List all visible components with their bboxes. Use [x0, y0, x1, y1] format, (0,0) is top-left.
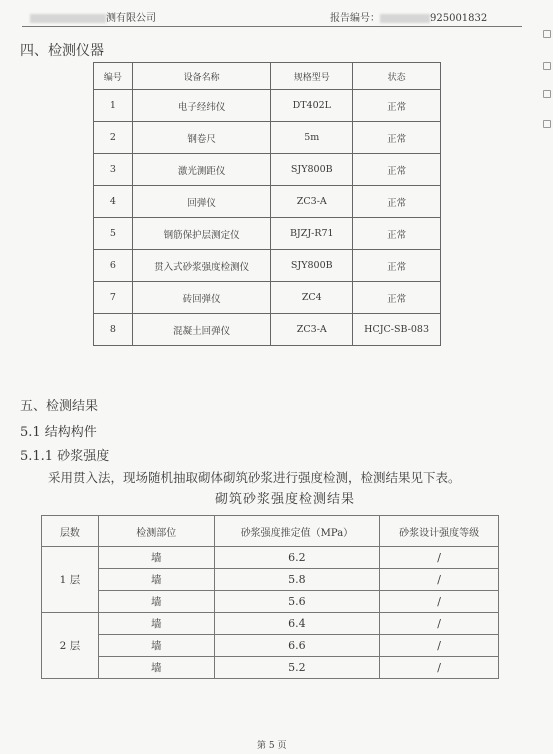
cell-status: 正常 — [353, 186, 441, 218]
table-row — [42, 613, 499, 635]
table-row — [42, 591, 499, 613]
report-label: 报告编号： — [330, 13, 380, 24]
table-row — [94, 314, 441, 346]
cell-no: 7 — [94, 282, 133, 314]
cell-part: 墙 — [98, 635, 214, 657]
report-suffix: 925001832 — [430, 13, 488, 24]
header-report-no — [330, 9, 487, 24]
column-header: 设备名称 — [132, 63, 270, 90]
header-rule — [22, 26, 522, 27]
cell-grade: / — [380, 613, 499, 635]
cell-part: 墙 — [98, 613, 214, 635]
table-row — [94, 122, 441, 154]
column-header: 砂浆强度推定值（MPa） — [214, 516, 380, 547]
cell-status: 正常 — [353, 90, 441, 122]
header-company — [30, 9, 156, 24]
cell-value: 5.8 — [214, 569, 380, 591]
cell-name: 激光测距仪 — [132, 154, 270, 186]
cell-status: 正常 — [353, 250, 441, 282]
cell-name: 贯入式砂浆强度检测仪 — [132, 250, 270, 282]
cell-grade: / — [380, 591, 499, 613]
company-suffix: 测有限公司 — [106, 13, 156, 24]
cell-value: 6.2 — [214, 547, 380, 569]
table-row — [42, 569, 499, 591]
cell-no: 5 — [94, 218, 133, 250]
column-header: 检测部位 — [98, 516, 214, 547]
cell-value: 6.4 — [214, 613, 380, 635]
cell-part: 墙 — [98, 591, 214, 613]
table-row — [94, 218, 441, 250]
cell-model: SJY800B — [271, 154, 353, 186]
column-header: 砂浆设计强度等级 — [380, 516, 499, 547]
method-paragraph: 采用贯入法，现场随机抽取砌体砌筑砂浆进行强度检测，检测结果见下表。 — [48, 470, 461, 485]
subsection-5-1: 5.1 结构构件 — [20, 425, 97, 440]
cell-grade: / — [380, 657, 499, 679]
cell-floor: 2 层 — [42, 613, 99, 679]
cell-model: ZC3-A — [271, 186, 353, 218]
cell-no: 1 — [94, 90, 133, 122]
column-header: 层数 — [42, 516, 99, 547]
table-row — [94, 154, 441, 186]
instrument-table — [93, 62, 441, 346]
cell-name: 电子经纬仪 — [132, 90, 270, 122]
binding-marks — [537, 28, 553, 148]
cell-part: 墙 — [98, 657, 214, 679]
table-row — [94, 186, 441, 218]
cell-model: BJZJ-R71 — [271, 218, 353, 250]
column-header: 状态 — [353, 63, 441, 90]
cell-model: 5m — [271, 122, 353, 154]
cell-part: 墙 — [98, 569, 214, 591]
cell-part: 墙 — [98, 547, 214, 569]
section4-title: 四、检测仪器 — [20, 43, 104, 59]
cell-name: 钢卷尺 — [132, 122, 270, 154]
cell-grade: / — [380, 635, 499, 657]
redacted-block — [380, 14, 430, 23]
cell-status: 正常 — [353, 282, 441, 314]
table-row — [42, 547, 499, 569]
cell-name: 混凝土回弹仪 — [132, 314, 270, 346]
cell-value: 6.6 — [214, 635, 380, 657]
cell-status: 正常 — [353, 218, 441, 250]
cell-grade: / — [380, 547, 499, 569]
section5-title: 五、检测结果 — [20, 399, 99, 414]
table-header-row — [42, 516, 499, 547]
column-header: 规格型号 — [271, 63, 353, 90]
cell-status: 正常 — [353, 154, 441, 186]
cell-no: 6 — [94, 250, 133, 282]
cell-floor: 1 层 — [42, 547, 99, 613]
cell-model: ZC3-A — [271, 314, 353, 346]
table-row — [42, 657, 499, 679]
table-row — [94, 250, 441, 282]
table-row — [94, 282, 441, 314]
cell-no: 4 — [94, 186, 133, 218]
cell-no: 2 — [94, 122, 133, 154]
table-row — [94, 90, 441, 122]
mortar-results-table — [41, 515, 499, 679]
subsection-5-1-1: 5.1.1 砂浆强度 — [20, 449, 110, 464]
results-table-title: 砌筑砂浆强度检测结果 — [215, 492, 356, 507]
cell-model: DT402L — [271, 90, 353, 122]
table-row — [42, 635, 499, 657]
column-header: 编号 — [94, 63, 133, 90]
cell-model: ZC4 — [271, 282, 353, 314]
cell-value: 5.2 — [214, 657, 380, 679]
cell-status: 正常 — [353, 122, 441, 154]
cell-name: 钢筋保护层测定仪 — [132, 218, 270, 250]
redacted-block — [30, 14, 106, 23]
cell-status: HCJC-SB-083 — [353, 314, 441, 346]
cell-grade: / — [380, 569, 499, 591]
table-header-row — [94, 63, 441, 90]
cell-value: 5.6 — [214, 591, 380, 613]
cell-name: 砖回弹仪 — [132, 282, 270, 314]
cell-no: 3 — [94, 154, 133, 186]
cell-model: SJY800B — [271, 250, 353, 282]
page-number: 第 5 页 — [257, 741, 287, 751]
cell-name: 回弹仪 — [132, 186, 270, 218]
cell-no: 8 — [94, 314, 133, 346]
